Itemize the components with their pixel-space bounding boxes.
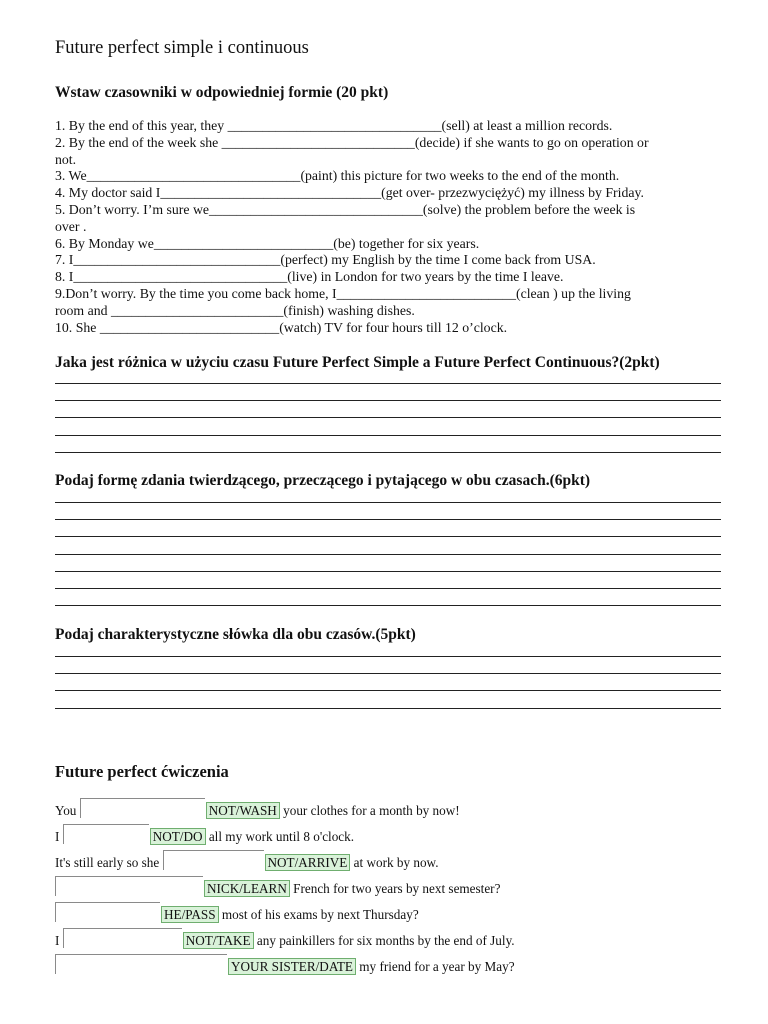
answer-lines[interactable] [55,383,721,469]
answer-field[interactable] [63,928,182,948]
exercise-line: 5. Don’t worry. I’m sure we_______________________________(solve) the problem before the week is [55,201,636,217]
section-heading-forms: Podaj formę zdania twierdzącego, przeczącego i pytającego w obu czasach.(6pkt) [55,472,591,489]
exercise-line: over . [55,218,87,234]
verb-hint: HE/PASS [161,906,219,923]
exercise-line: 10. She __________________________(watch) TV for four hours till 12 o’clock. [55,319,508,335]
exercise-line: 8. I_______________________________(live) in London for two years by the time I leave. [55,269,564,285]
exercise-line: 9.Don’t worry. By the time you come back home, I__________________________(clean ) up the living [55,285,631,301]
exercise-line: 4. My doctor said I________________________________(get over- przezwyciężyć) my illness by Friday. [55,185,644,201]
exercise-line: 3. We_______________________________(paint) this picture for two weeks to the end of the month. [55,168,620,184]
exercise-item: YOUR SISTER/DATE my friend for a year by May? [55,954,515,975]
answer-field[interactable] [80,798,205,818]
exercise-verbs [55,118,649,336]
exercise-item: It's still early so she NOT/ARRIVE at work by now. [55,850,439,871]
answer-field[interactable] [55,876,203,896]
verb-hint: NOT/DO [150,828,206,845]
exercise-item: NICK/LEARN French for two years by next semester? [55,876,500,897]
section-heading-verbs: Wstaw czasowniki w odpowiedniej formie (20 pkt) [55,84,389,101]
exercise-line: 7. I______________________________(perfect) my English by the time I come back from USA. [55,252,596,268]
answer-field[interactable] [55,902,160,922]
exercise-line: not. [55,151,77,167]
exercise-line: room and _________________________(finish) washing dishes. [55,302,415,318]
section-heading-difference: Jaka jest różnica w użyciu czasu Future Perfect Simple a Future Perfect Continuous?(2pkt) [55,354,660,371]
exercise-item: I NOT/TAKE any painkillers for six months by the end of July. [55,928,515,949]
exercise-line: 2. By the end of the week she ____________________________(decide) if she wants to go on operation or [55,134,649,150]
answer-field[interactable] [63,824,149,844]
exercise-line: 6. By Monday we__________________________(be) together for six years. [55,235,480,251]
section-heading-exercises: Future perfect ćwiczenia [55,762,229,781]
answer-field[interactable] [55,954,227,974]
section-heading-keywords: Podaj charakterystyczne słówka dla obu czasów.(5pkt) [55,626,416,643]
answer-lines[interactable] [55,656,721,725]
page-title: Future perfect simple i continuous [55,38,309,58]
exercise-line: 1. By the end of this year, they _______________________________(sell) at least a million records. [55,118,613,133]
verb-hint: NICK/LEARN [204,880,290,897]
exercise-item: I NOT/DO all my work until 8 o'clock. [55,824,354,845]
answer-field[interactable] [163,850,264,870]
exercise-item: You NOT/WASH your clothes for a month by now! [55,798,460,819]
verb-hint: NOT/WASH [206,802,280,819]
verb-hint: YOUR SISTER/DATE [228,958,356,975]
verb-hint: NOT/TAKE [183,932,254,949]
verb-hint: NOT/ARRIVE [265,854,351,871]
answer-lines[interactable] [55,502,721,622]
exercise-item: HE/PASS most of his exams by next Thursday? [55,902,419,923]
